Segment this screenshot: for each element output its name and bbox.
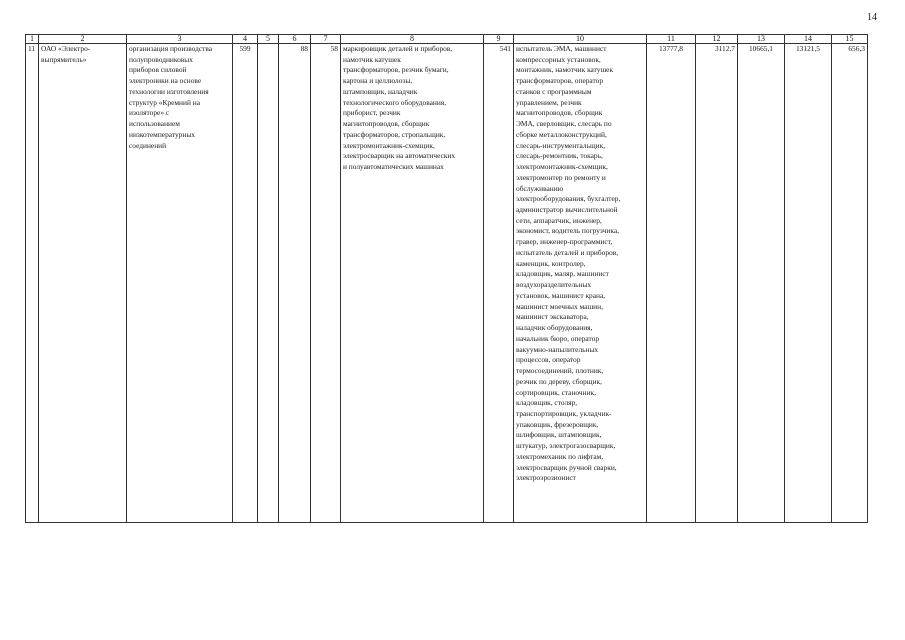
column-header: 3 (127, 35, 233, 44)
text-line: структур «Кремний на (129, 97, 200, 107)
column-6-cell: 88 (279, 44, 311, 523)
column-header: 7 (311, 35, 341, 44)
text-line: управлением, резчик (516, 97, 582, 107)
text-line: электросварщик на автоматических (343, 151, 456, 161)
text-line: машинист экскаватора, (516, 312, 589, 322)
text-line: воздухоразделительных (516, 280, 592, 290)
column-header: 1 (26, 35, 39, 44)
text-line: и полуавтоматических машинах (343, 162, 444, 172)
text-line: трансформаторов, резчик бумаги, (343, 65, 449, 75)
text-line: администратор вычислительной (516, 205, 618, 215)
text-line: организация производства (129, 44, 213, 53)
text-line: электрооборудования, бухгалтер, (516, 194, 621, 204)
text-line: процессов, оператор (516, 355, 581, 365)
text-line: монтажник, намотчик катушек (516, 65, 614, 75)
professions-list-cell (341, 44, 484, 523)
text-line: полупроводниковых (129, 54, 193, 64)
text-line: электроники на основе (129, 76, 202, 86)
project-description-cell (127, 44, 233, 523)
text-line: вакуумно-напылительных (516, 344, 599, 354)
column-13-value-cell: 10665,1 (738, 44, 785, 523)
text-line: транспортировщик, укладчик- (516, 408, 612, 418)
text-line: выпрямитель» (41, 54, 87, 64)
text-line: штукатур, электрогазосварщик, (516, 441, 616, 451)
text-line: машинист моечных машин, (516, 301, 603, 311)
column-header: 8 (341, 35, 484, 44)
text-line: резчик по дереву, сборщик, (516, 376, 602, 386)
text-line: трансформаторов, оператор (516, 76, 604, 86)
text-line: сборке металлоконструкций, (516, 129, 607, 139)
column-header: 9 (484, 35, 514, 44)
text-line: приборист, резчик (343, 108, 401, 118)
text-line: маркировщик деталей и приборов, (343, 44, 453, 53)
data-table (25, 34, 868, 523)
column-5-cell (258, 44, 279, 523)
text-line: соединений (129, 140, 167, 150)
text-line: установок, машинист крана, (516, 290, 606, 300)
text-line: магнитопроводов, сборщик (516, 108, 603, 118)
text-line: испытатель ЭМА, машинист (516, 44, 607, 53)
text-line: электромонтер по ремонту и (516, 172, 606, 182)
text-line: магнитопроводов, сборщик (343, 119, 430, 129)
column-12-value-cell: 3112,7 (696, 44, 738, 523)
text-line: намотчик катушек (343, 54, 401, 64)
text-line: экономист, водитель погрузчика, (516, 226, 619, 236)
text-line: кладовщик, маляр, машинист (516, 269, 609, 279)
column-header: 6 (279, 35, 311, 44)
text-line: начальник бюро, оператор (516, 333, 600, 343)
column-header: 15 (832, 35, 868, 44)
column-header: 13 (738, 35, 785, 44)
text-line: использованием (129, 119, 180, 129)
text-line: компрессорных установок, (516, 54, 601, 64)
professions-extended-list-cell (514, 44, 647, 523)
column-11-value-cell: 13777,8 (647, 44, 696, 523)
column-14-value-cell: 13121,5 (785, 44, 832, 523)
text-line: приборов силовой (129, 65, 187, 75)
table-row (26, 44, 868, 523)
column-15-value-cell: 656,3 (832, 44, 868, 523)
text-line: испытатель деталей и приборов, (516, 247, 619, 257)
text-line: обслуживанию (516, 183, 564, 193)
column-9-cell: 541 (484, 44, 514, 523)
text-line: каменщик, контролер, (516, 258, 586, 268)
text-line: сортировщик, станочник, (516, 387, 596, 397)
text-line: кладовщик, столяр, (516, 398, 578, 408)
organization-cell (39, 44, 127, 523)
text-line: термосоединений, плотник, (516, 366, 604, 376)
column-header: 5 (258, 35, 279, 44)
text-line: электроэрозионист (516, 473, 576, 483)
column-7-cell: 58 (311, 44, 341, 523)
column-header: 10 (514, 35, 647, 44)
text-line: гравер, инженер-программист, (516, 237, 613, 247)
text-line: слесарь-ремонтник, токарь, (516, 151, 603, 161)
text-line: картона и целлюлозы, (343, 76, 413, 86)
column-number-row (26, 35, 868, 44)
text-line: электросварщик ручной сварки, (516, 462, 617, 472)
total-jobs-cell: 599 (233, 44, 258, 523)
text-line: станков с программным (516, 86, 592, 96)
text-line: технологического оборудования, (343, 97, 447, 107)
text-line: ЭМА, сверловщик, слесарь по (516, 119, 612, 129)
text-line: технологии изготовления (129, 86, 209, 96)
page-number: 14 (867, 12, 877, 23)
text-line: сети, аппаратчик, инженер, (516, 215, 602, 225)
text-line: электромонтажник-схемщик, (343, 140, 435, 150)
text-line: наладчик оборудования, (516, 323, 593, 333)
column-header: 2 (39, 35, 127, 44)
text-line: трансформаторов, стропальщик, (343, 129, 446, 139)
text-line: ОАО «Электро- (41, 44, 91, 53)
text-line: упаковщик, фрезеровщик, (516, 419, 599, 429)
text-line: электромеханик по лифтам, (516, 451, 604, 461)
text-line: изоляторе» с (129, 108, 170, 118)
column-header: 12 (696, 35, 738, 44)
text-line: шлифовщик, штамповщик, (516, 430, 602, 440)
column-header: 4 (233, 35, 258, 44)
text-line: электромонтажник-схемщик, (516, 162, 608, 172)
row-number-cell: 11 (26, 44, 39, 523)
text-line: штамповщик, наладчик (343, 86, 418, 96)
text-line: слесарь-инструментальщик, (516, 140, 606, 150)
column-header: 11 (647, 35, 696, 44)
column-header: 14 (785, 35, 832, 44)
text-line: низкотемпературных (129, 129, 195, 139)
